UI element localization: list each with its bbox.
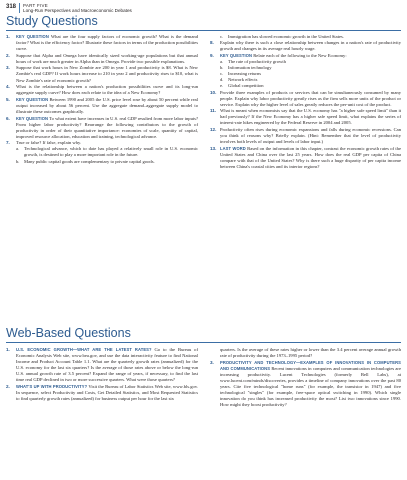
question-9d: d. Network effects	[220, 76, 258, 82]
question-9e: e. Global competition	[220, 82, 264, 88]
study-left-column	[6, 34, 198, 165]
question-9a: a. The rate of productivity growth	[220, 58, 286, 64]
part-label: PART FIVE	[23, 3, 48, 8]
page-number: 318	[6, 4, 17, 10]
question-4: 4. What is the relationship between a nation's production possibilities curve and its long-run aggregate supply curve? How does each relate to the idea of a New Economy?	[6, 84, 198, 96]
question-12: 12. Productivity often rises during economic expansions and falls during economic recessions. Can you think of reasons why? Briefly explain. (Hint: Remember that the level of productivity involves both levels of output and levels of labor input.)	[210, 127, 401, 145]
study-questions-heading: Study Questions	[6, 14, 98, 28]
part-title: Long-Run Perspectives and Macroeconomic Debates	[23, 8, 132, 13]
question-10: 10. Provide three examples of products or services that can be simultaneously consumed by many people. Explain why labor productivity greatly rises as the firm sells more units of the product or service. Explain why the higher level of sales greatly reduces the per-unit cost of the product.	[210, 89, 401, 107]
question-1: 1. KEY QUESTION What are the four supply factors of economic growth? What is the demand factor? What is the efficiency factor? Illustrate these factors in terms of the production possibilities curve.	[6, 34, 199, 52]
question-9c: c. Increasing returns	[220, 70, 262, 76]
web-questions-heading: Web-Based Questions	[6, 326, 131, 340]
web-question-2: 2. WHAT'S UP WITH PRODUCTIVITY? Visit the Bureau of Labor Statistics Web site, www.bls.gov. In sequence, select Productivity and Costs, Get Detailed Statistics, and Most Requested Statistics to find quarterly growth rates (annualized) for business output per hour for the last six	[6, 383, 198, 401]
question-9b: b. Information technology	[220, 64, 272, 70]
web-right-column	[210, 347, 401, 409]
question-2: 2. Suppose that Alpha and Omega have identically sized working-age populations but that annual hours of work are much greater in Alpha than in Omega. Provide two possible explanations.	[6, 52, 198, 64]
web-left-column	[6, 347, 198, 403]
question-3: 3. Suppose that work hours in New Zombie are 200 in year 1 and productivity is $8. What is New Zombie's real GDP? If work hours increase to 210 in year 2 and productivity rises to $10, what is New Zombie's rate of economic growth?	[6, 65, 198, 83]
question-9: 9. KEY QUESTION Relate each of the following to the New Economy: a. The rate of productivity growth b. Information technology c. Increasing returns d. Network effects e. Global competition	[210, 53, 401, 89]
question-8: 8. Explain why there is such a close relationship between changes in a nation's rate of productivity growth and changes in its average real hourly wage.	[210, 40, 401, 52]
running-header	[6, 3, 132, 13]
question-5: 5. KEY QUESTION Between 1990 and 2005 the U.S. price level rose by about 50 percent while real output increased by about 56 percent. Use the aggregate demand–aggregate supply model to illustrate these outcomes graphically.	[6, 96, 199, 114]
web-heading-rule	[6, 342, 401, 343]
web-question-2-continued: quarters. Is the average of these rates higher or lower than the 3.4 percent average annual growth rate of productivity during the 1973–1995 period?	[220, 347, 401, 359]
header-text	[19, 3, 132, 13]
question-11: 11. What is meant when economists say that the U.S. economy has "a higher safe speed limit" than it had previously? If the New Economy has a higher safe speed limit, what explains the series of interest-rate hikes engineered by the Federal Reserve in 2004 and 2005.	[210, 108, 401, 126]
question-7a: a. Technological advance, which to date has played a relatively small role in U.S. economic growth, is destined to play a more important role in the future.	[16, 146, 198, 158]
question-7b: b. Many public capital goods are complementary to private capital goods.	[16, 158, 155, 164]
web-question-1: 1. U.S. ECONOMIC GROWTH—WHAT ARE THE LATEST RATES? Go to the Bureau of Economic Analysis Web site, www.bea.gov, and use the data interactivity feature to find National Income and Product Account Table 1.1. What are the quarterly growth rates (annualized) for the U.S. economy for the last six quarters? Is the average of those rates above or below the long-run U.S. annual growth rate of 3.5 percent? Expand the range of years, if necessary, to find the last time real GDP declined in two or more successive quarters. What were those quarters?	[6, 347, 198, 383]
question-7c: c. Immigration has slowed economic growth in the United States.	[220, 34, 344, 39]
web-question-3: 3. PRODUCTIVITY AND TECHNOLOGY—EXAMPLES OF INNOVATIONS IN COMPUTERS AND COMMUNICATIONS Recent innovations in computers and communication technologies are increasing productivity. Lucent Technologies (formerly Bell Labs), at www.lucent.com/minds/discoveries, provides a timeline of company innovations over the past 80 years. Cite five technological "home runs" (for example, the transistor in 1947) and five technological "singles" (for example, free-space optical switching in 1990). Which single innovation do you think has increased productivity the most? List two innovations since 1990. How might they boost productivity?	[210, 359, 402, 408]
study-right-column	[210, 34, 401, 171]
question-7: 7. True or false? If false, explain why. a. Technological advance, which to date has played a relatively small role in U.S. economic growth, is destined to play a more important role in the future. b. Many public capital goods are complementary to private capital goods.	[6, 140, 198, 164]
question-6: 6. KEY QUESTION To what extent have increases in U.S. real GDP resulted from more labor inputs? From higher labor productivity? Rearrange the following contributors to the growth of productivity in order of their quantitative importance: economies of scale, quantity of capital, improved resource allocation, education and training, technological advance.	[6, 115, 198, 139]
question-13: 13. LAST WORD Based on the information in this chapter, contrast the economic growth rates of the United States and China over the last 25 years. How does the real GDP per capita of China compare with that of the United States? Why is there such a huge disparity of per capita income between China's coastal cities and its interior regions?	[210, 145, 401, 169]
heading-rule	[6, 30, 401, 31]
